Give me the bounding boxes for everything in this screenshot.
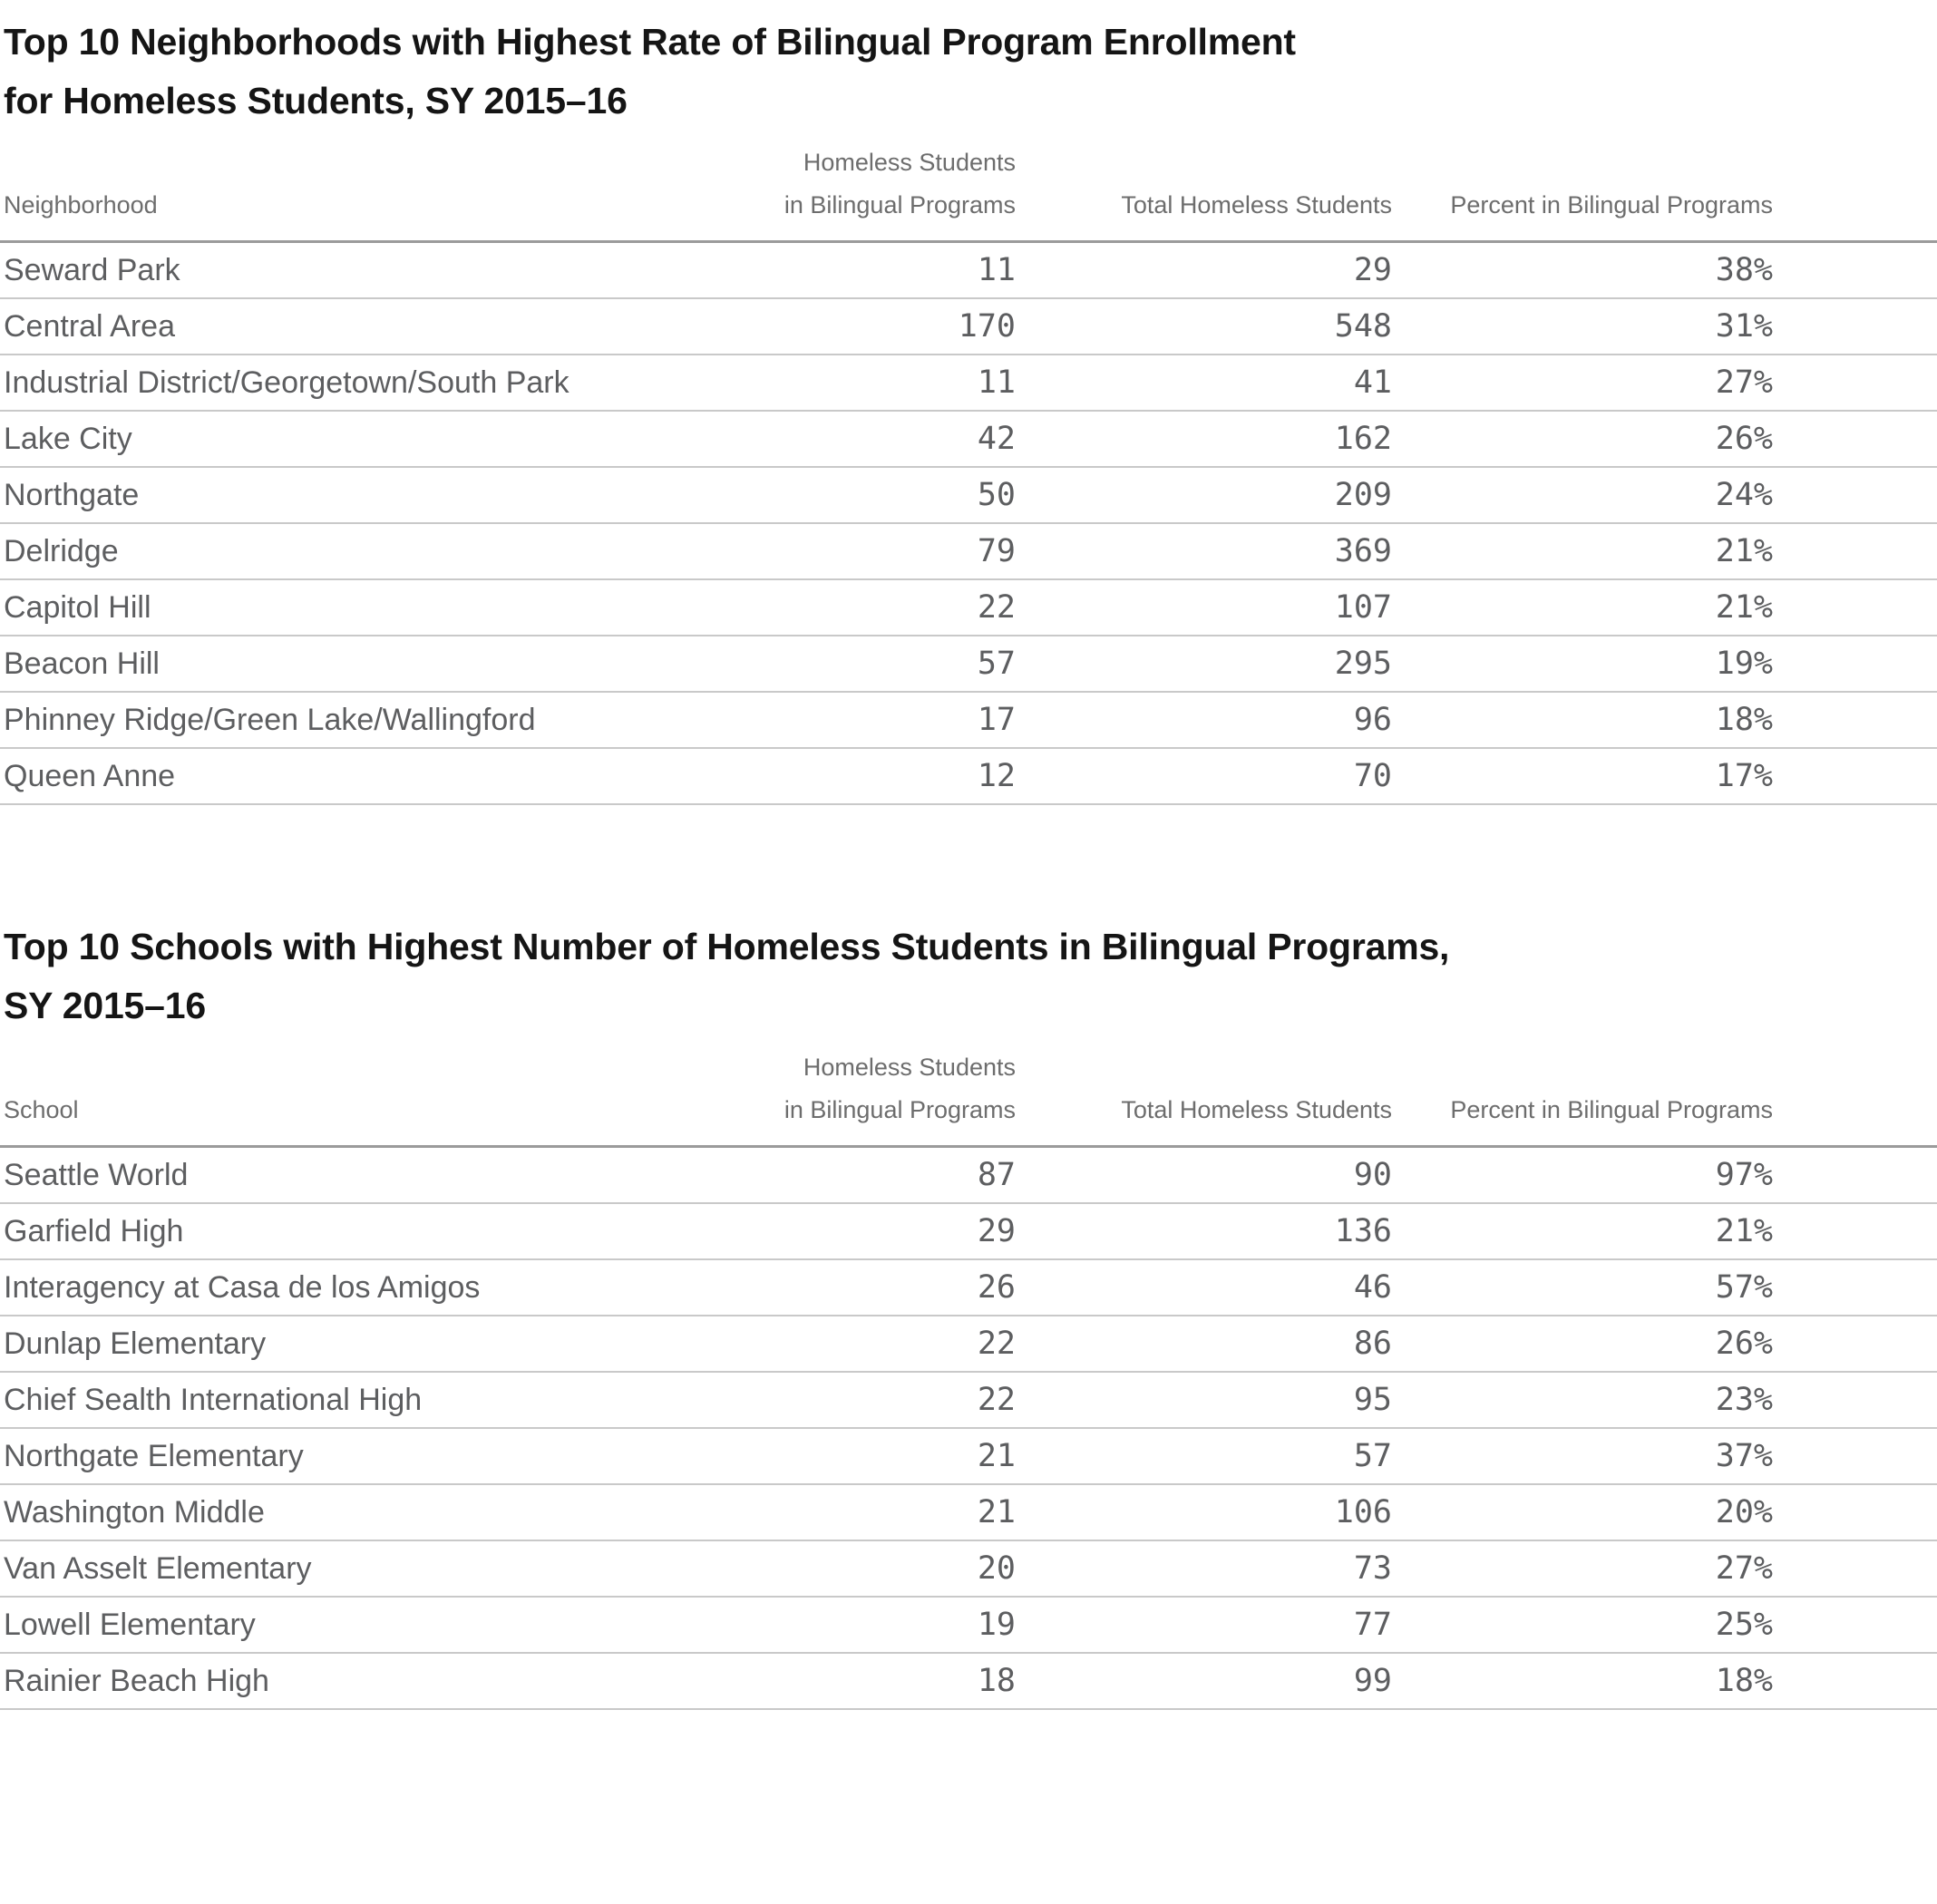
table-row [0,1316,1937,1372]
total-homeless-value: 96 [1016,692,1392,748]
percent-value: 23% [1392,1372,1937,1428]
total-homeless-value: 90 [1016,1147,1392,1204]
neighborhoods-title [0,13,1937,131]
table-row [0,579,1937,636]
percent-value: 26% [1392,1316,1937,1372]
row-label: Industrial District/Georgetown/South Park [0,355,753,411]
table-row [0,1259,1937,1316]
total-homeless-value: 99 [1016,1653,1392,1709]
column-header-neighborhood: Neighborhood [0,141,753,242]
schools-table [0,1046,1937,1710]
bilingual-count-value: 22 [753,1372,1016,1428]
row-label: Queen Anne [0,748,753,804]
percent-value: 57% [1392,1259,1937,1316]
title-line-2: for Homeless Students, SY 2015–16 [4,80,628,121]
table-row [0,1147,1937,1204]
percent-value: 20% [1392,1484,1937,1540]
row-label: Chief Sealth International High [0,1372,753,1428]
row-label: Seattle World [0,1147,753,1204]
title-line-1: Top 10 Neighborhoods with Highest Rate of Bilingual Program Enrollment [4,21,1296,63]
bilingual-count-value: 50 [753,467,1016,523]
table-row [0,636,1937,692]
schools-title [0,918,1937,1035]
header-row [0,141,1937,242]
total-homeless-value: 107 [1016,579,1392,636]
row-label: Capitol Hill [0,579,753,636]
bilingual-count-value: 22 [753,1316,1016,1372]
percent-value: 17% [1392,748,1937,804]
bilingual-count-value: 22 [753,579,1016,636]
table-row [0,1653,1937,1709]
percent-value: 18% [1392,1653,1937,1709]
total-homeless-value: 70 [1016,748,1392,804]
row-label: Central Area [0,298,753,355]
table-row [0,1372,1937,1428]
table-row [0,411,1937,467]
bilingual-count-value: 18 [753,1653,1016,1709]
row-label: Delridge [0,523,753,579]
row-label: Garfield High [0,1203,753,1259]
bilingual-count-value: 20 [753,1540,1016,1597]
column-header-bilingual-line1: Homeless Students [803,149,1016,176]
bilingual-count-value: 19 [753,1597,1016,1653]
percent-value: 25% [1392,1597,1937,1653]
percent-value: 27% [1392,355,1937,411]
table-row [0,692,1937,748]
percent-value: 21% [1392,579,1937,636]
total-homeless-value: 77 [1016,1597,1392,1653]
bilingual-count-value: 11 [753,355,1016,411]
column-header-school: School [0,1046,753,1147]
table-row [0,298,1937,355]
table-row [0,748,1937,804]
table-row [0,467,1937,523]
column-header-percent: Percent in Bilingual Programs [1392,141,1937,242]
total-homeless-value: 95 [1016,1372,1392,1428]
percent-value: 38% [1392,242,1937,299]
total-homeless-value: 86 [1016,1316,1392,1372]
row-label: Northgate [0,467,753,523]
bilingual-count-value: 29 [753,1203,1016,1259]
total-homeless-value: 209 [1016,467,1392,523]
percent-value: 37% [1392,1428,1937,1484]
row-label: Washington Middle [0,1484,753,1540]
column-header-percent: Percent in Bilingual Programs [1392,1046,1937,1147]
bilingual-count-value: 42 [753,411,1016,467]
table-row [0,1203,1937,1259]
column-header-bilingual-students [753,141,1016,242]
bilingual-count-value: 11 [753,242,1016,299]
percent-value: 19% [1392,636,1937,692]
row-label: Rainier Beach High [0,1653,753,1709]
row-label: Seward Park [0,242,753,299]
header-row [0,1046,1937,1147]
total-homeless-value: 29 [1016,242,1392,299]
column-header-total-homeless: Total Homeless Students [1016,1046,1392,1147]
bilingual-count-value: 170 [753,298,1016,355]
table-row [0,1428,1937,1484]
total-homeless-value: 548 [1016,298,1392,355]
total-homeless-value: 73 [1016,1540,1392,1597]
table-row [0,523,1937,579]
bilingual-count-value: 21 [753,1428,1016,1484]
percent-value: 18% [1392,692,1937,748]
row-label: Dunlap Elementary [0,1316,753,1372]
percent-value: 21% [1392,1203,1937,1259]
row-label: Lowell Elementary [0,1597,753,1653]
schools-section [0,918,1937,1710]
percent-value: 27% [1392,1540,1937,1597]
percent-value: 31% [1392,298,1937,355]
bilingual-count-value: 79 [753,523,1016,579]
percent-value: 24% [1392,467,1937,523]
row-label: Van Asselt Elementary [0,1540,753,1597]
title-line-1: Top 10 Schools with Highest Number of Homeless Students in Bilingual Programs, [4,926,1450,967]
column-header-bilingual-students [753,1046,1016,1147]
title-line-2: SY 2015–16 [4,985,206,1026]
bilingual-count-value: 21 [753,1484,1016,1540]
total-homeless-value: 162 [1016,411,1392,467]
column-header-bilingual-line1: Homeless Students [803,1054,1016,1081]
row-label: Beacon Hill [0,636,753,692]
column-header-total-homeless: Total Homeless Students [1016,141,1392,242]
percent-value: 97% [1392,1147,1937,1204]
total-homeless-value: 136 [1016,1203,1392,1259]
table-row [0,1540,1937,1597]
table-row [0,1597,1937,1653]
column-header-bilingual-line2: in Bilingual Programs [784,191,1016,219]
neighborhoods-section [0,13,1937,805]
total-homeless-value: 46 [1016,1259,1392,1316]
total-homeless-value: 106 [1016,1484,1392,1540]
total-homeless-value: 41 [1016,355,1392,411]
percent-value: 21% [1392,523,1937,579]
bilingual-count-value: 87 [753,1147,1016,1204]
table-row [0,242,1937,299]
table-row [0,1484,1937,1540]
bilingual-count-value: 12 [753,748,1016,804]
total-homeless-value: 295 [1016,636,1392,692]
neighborhoods-table [0,141,1937,805]
table-row [0,355,1937,411]
row-label: Northgate Elementary [0,1428,753,1484]
percent-value: 26% [1392,411,1937,467]
total-homeless-value: 369 [1016,523,1392,579]
bilingual-count-value: 17 [753,692,1016,748]
column-header-bilingual-line2: in Bilingual Programs [784,1096,1016,1123]
row-label: Phinney Ridge/Green Lake/Wallingford [0,692,753,748]
bilingual-count-value: 26 [753,1259,1016,1316]
bilingual-count-value: 57 [753,636,1016,692]
total-homeless-value: 57 [1016,1428,1392,1484]
row-label: Interagency at Casa de los Amigos [0,1259,753,1316]
row-label: Lake City [0,411,753,467]
